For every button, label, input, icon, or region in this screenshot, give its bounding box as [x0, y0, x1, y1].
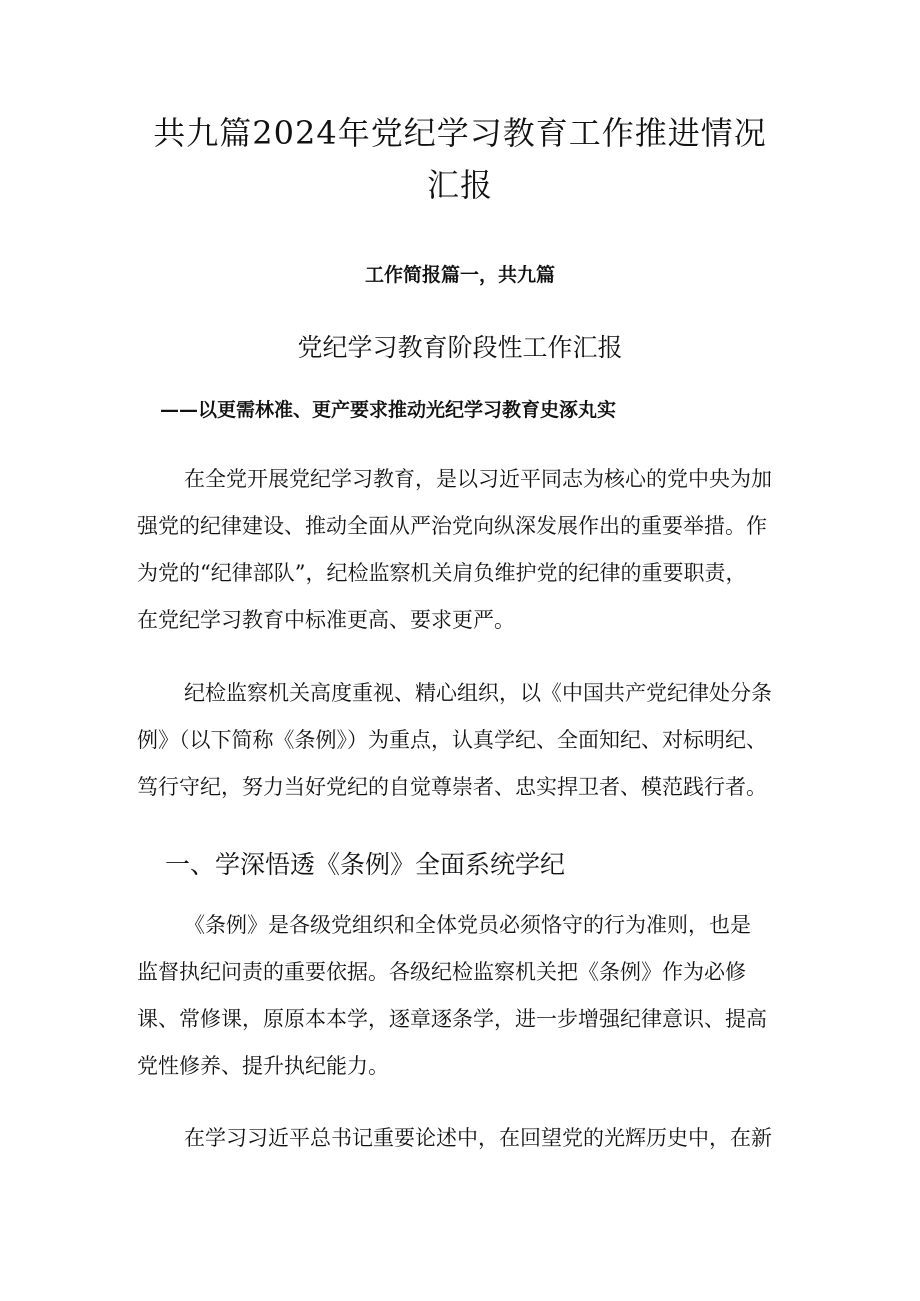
paragraph-1-line-1: 在全党开展党纪学习教育，是以习近平同志为核心的党中央为加: [184, 467, 772, 491]
paragraph-2-line-3: 笃行守纪，努力当好党纪的自觉尊崇者、忠实捍卫者、模范践行者。: [137, 775, 767, 799]
paragraph-2-line-1: 纪检监察机关高度重视、精心组织，以《中国共产党纪律处分条: [184, 681, 772, 705]
paragraph-3-line-1: 《条例》是各级党组织和全体党员必须恪守的行为准则，也是: [184, 913, 751, 937]
paragraph-1-line-2: 强党的纪律建设、推动全面从严治党向纵深发展作出的重要举措。作: [137, 514, 767, 538]
briefing-subtitle: 工作简报篇一，共九篇: [364, 264, 555, 286]
section-1-heading: 一、学深悟透《条例》全面系统学纪: [165, 850, 566, 879]
document-title-line-2: 汇报: [426, 166, 493, 204]
report-title: 党纪学习教育阶段性工作汇报: [297, 333, 623, 362]
paragraph-3-line-4: 党性修养、提升执纪能力。: [137, 1054, 389, 1078]
report-subtitle: ——以更需林准、更产要求推动光纪学习教育史涿丸实: [160, 399, 617, 421]
document-title-line-1: 共九篇2024年党纪学习教育工作推进情况: [153, 114, 767, 152]
paragraph-3-line-3: 课、常修课，原原本本学，逐章逐条学，进一步增强纪律意识、提高: [137, 1007, 767, 1031]
paragraph-1-line-4: 在党纪学习教育中标准更高、要求更严。: [137, 608, 515, 632]
paragraph-2-line-2: 例》（以下简称《条例》）为重点，认真学纪、全面知纪、对标明纪、: [137, 728, 767, 752]
paragraph-4-line-1: 在学习习近平总书记重要论述中，在回望党的光辉历史中，在新: [184, 1126, 772, 1150]
paragraph-3-line-2: 监督执纪问责的重要依据。各级纪检监察机关把《条例》作为必修: [137, 960, 746, 984]
paragraph-1-line-3: 为党的“纪律部队”，纪检监察机关肩负维护党的纪律的重要职责，: [137, 561, 747, 585]
